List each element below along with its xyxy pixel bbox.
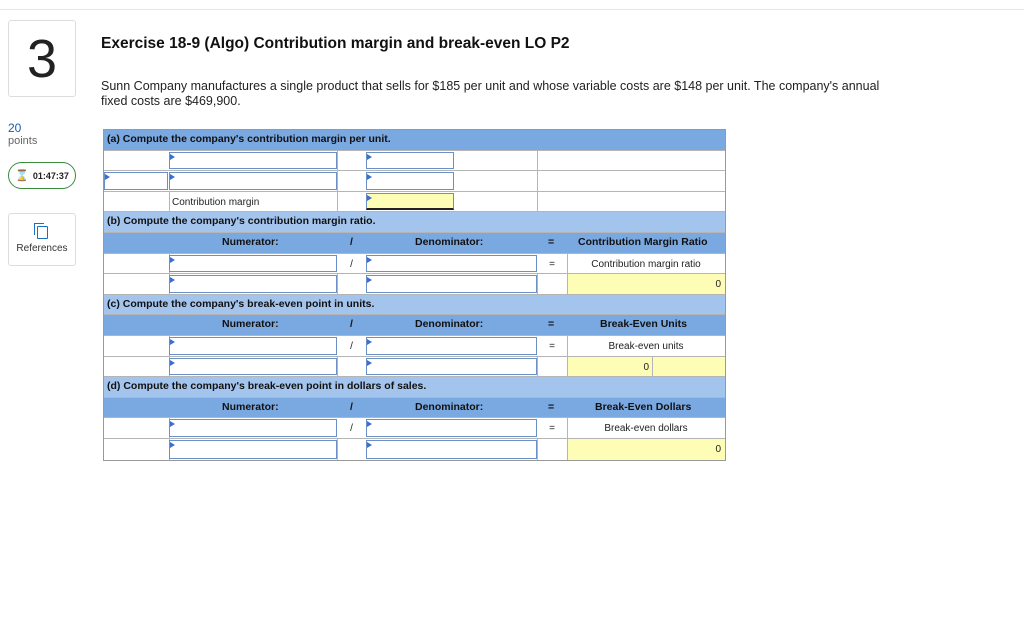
hourglass-icon: ⌛	[15, 170, 29, 182]
part-a-input-2[interactable]	[169, 172, 337, 190]
divider	[169, 192, 170, 212]
part-c-header-row	[104, 315, 725, 336]
part-d-result-cell[interactable]	[568, 439, 725, 460]
part-b-row-1	[104, 254, 725, 275]
divider	[337, 439, 338, 460]
part-d-row-2	[104, 439, 725, 460]
part-a-result-input[interactable]	[366, 193, 454, 211]
part-b-denominator-label-input[interactable]	[366, 255, 537, 273]
part-c-result-header: Break-Even Units	[600, 318, 687, 331]
part-c-result-value: 0	[643, 361, 649, 373]
part-c-heading: (c) Compute the company's break-even point in units.	[107, 297, 375, 310]
part-a-sign-2[interactable]	[104, 172, 168, 190]
divider	[537, 192, 538, 212]
part-d-result-header: Break-Even Dollars	[595, 400, 692, 413]
references-label: References	[16, 243, 68, 254]
part-c-denominator-input[interactable]	[366, 358, 537, 376]
part-d-numerator-label-input[interactable]	[169, 419, 337, 437]
divider	[537, 171, 538, 191]
references-button[interactable]	[8, 213, 76, 266]
part-b-denominator-header: Denominator:	[415, 235, 484, 248]
part-c-numerator-input[interactable]	[169, 358, 337, 376]
part-d-denominator-input[interactable]	[366, 440, 537, 459]
timer-text: 01:47:37	[32, 170, 69, 181]
part-c-row-1	[104, 336, 725, 357]
points-label: points	[8, 135, 38, 147]
divider	[337, 171, 338, 191]
part-c-denominator-header: Denominator:	[415, 318, 484, 331]
points-value: 20	[8, 121, 22, 135]
divider	[337, 151, 338, 171]
part-d-numerator-header: Numerator:	[222, 400, 279, 413]
part-c-heading-row	[104, 295, 725, 316]
part-d-slash-header: /	[350, 400, 353, 413]
timer-badge[interactable]	[8, 162, 76, 189]
part-b-equals-header: =	[548, 235, 555, 248]
part-a-row-2	[104, 171, 725, 192]
part-b-result-cell[interactable]	[568, 274, 725, 294]
part-c-equals: =	[549, 340, 555, 352]
part-a-amount-1[interactable]	[366, 152, 454, 170]
worksheet	[103, 129, 726, 461]
part-c-result-label: Break-even units	[608, 340, 684, 352]
part-d-result-label: Break-even dollars	[604, 423, 688, 435]
part-b-result-header: Contribution Margin Ratio	[578, 235, 708, 248]
part-c-slash: /	[350, 340, 353, 352]
part-b-numerator-header: Numerator:	[222, 235, 279, 248]
top-divider	[0, 9, 1024, 10]
part-a-row-1	[104, 151, 725, 172]
part-b-numerator-input[interactable]	[169, 275, 337, 293]
divider	[652, 357, 653, 377]
part-b-heading-row	[104, 212, 725, 233]
part-a-result-label: Contribution margin	[172, 196, 260, 208]
part-b-equals: =	[549, 258, 555, 270]
part-b-result-label: Contribution margin ratio	[591, 258, 701, 270]
part-d-heading: (d) Compute the company's break-even point in dollars of sales.	[107, 380, 427, 393]
points-info	[8, 122, 37, 148]
part-b-row-2	[104, 274, 725, 295]
divider	[537, 357, 538, 377]
part-d-denominator-label-input[interactable]	[366, 419, 537, 437]
part-c-numerator-header: Numerator:	[222, 318, 279, 331]
part-a-input-1[interactable]	[169, 152, 337, 170]
part-b-heading: (b) Compute the company's contribution margin ratio.	[107, 215, 376, 228]
part-c-slash-header: /	[350, 318, 353, 331]
part-a-heading: (a) Compute the company's contribution margin per unit.	[107, 133, 391, 145]
part-b-slash: /	[350, 258, 353, 270]
part-b-slash-header: /	[350, 235, 353, 248]
part-d-equals-header: =	[548, 400, 555, 413]
part-a-heading-row	[104, 130, 725, 151]
divider	[537, 151, 538, 171]
part-d-row-1	[104, 418, 725, 439]
divider	[337, 192, 338, 212]
divider	[337, 274, 338, 294]
references-icon	[37, 226, 48, 239]
part-d-heading-row	[104, 377, 725, 398]
part-b-header-row	[104, 233, 725, 254]
part-d-slash: /	[350, 423, 353, 435]
divider	[337, 357, 338, 377]
part-b-denominator-input[interactable]	[366, 275, 537, 293]
part-b-result-value: 0	[715, 279, 721, 291]
part-c-result-cell[interactable]	[568, 357, 725, 377]
part-c-row-2	[104, 357, 725, 378]
part-d-header-row	[104, 398, 725, 419]
part-c-equals-header: =	[548, 318, 555, 331]
part-a-amount-2[interactable]	[366, 172, 454, 190]
exercise-prompt: Sunn Company manufactures a single product that sells for $185 per unit and whose variable costs are $148 per unit. The company's annual fixed costs are $469,900.	[101, 79, 880, 108]
divider	[537, 439, 538, 460]
part-b-numerator-label-input[interactable]	[169, 255, 337, 273]
part-c-numerator-label-input[interactable]	[169, 337, 337, 355]
part-a-row-3	[104, 192, 725, 213]
divider	[537, 274, 538, 294]
part-d-denominator-header: Denominator:	[415, 400, 484, 413]
question-number: 3	[8, 20, 76, 97]
part-d-result-value: 0	[715, 443, 721, 455]
part-c-denominator-label-input[interactable]	[366, 337, 537, 355]
part-d-equals: =	[549, 423, 555, 435]
part-d-numerator-input[interactable]	[169, 440, 337, 459]
exercise-title: Exercise 18-9 (Algo) Contribution margin and break-even LO P2	[101, 35, 570, 52]
